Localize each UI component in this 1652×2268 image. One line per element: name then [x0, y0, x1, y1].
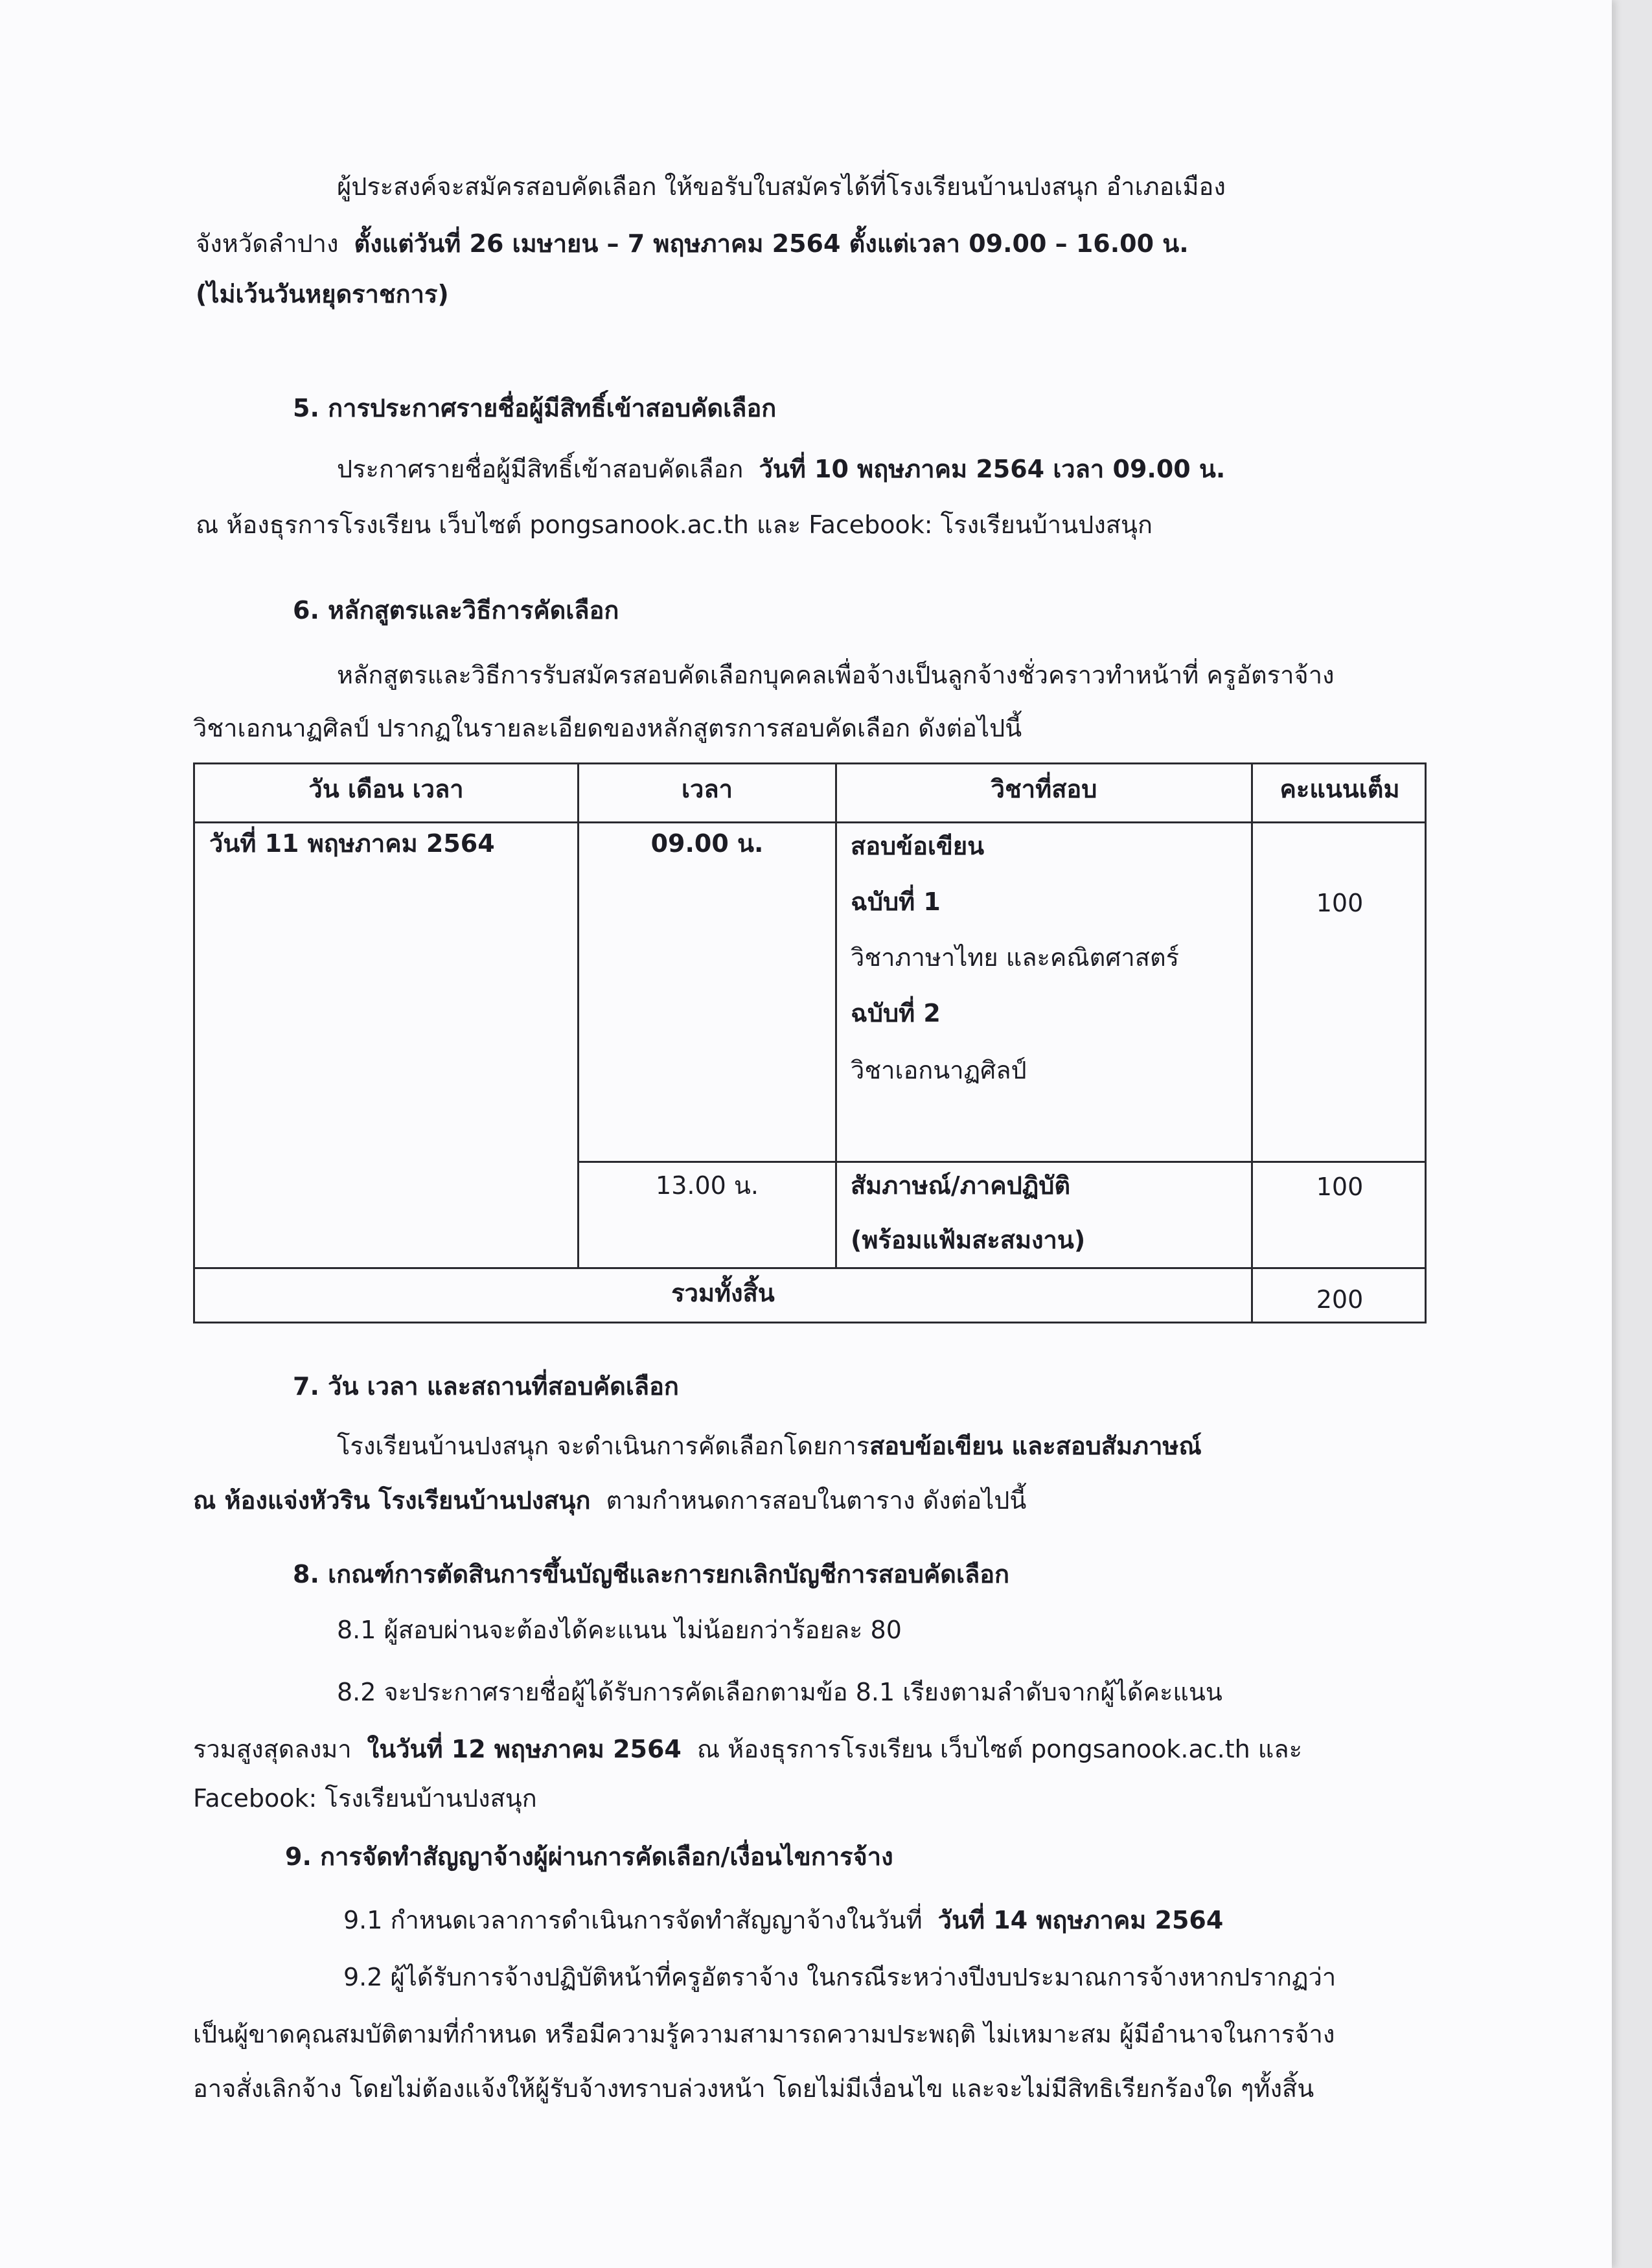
section-6-heading: 6. หลักสูตรและวิธีการคัดเลือก [293, 596, 619, 624]
table-divider [195, 821, 1427, 823]
apply-line-2-plain: จังหวัดลำปาง [196, 229, 339, 258]
section-7-line-2-plain: ตามกำหนดการสอบในตาราง ดังต่อไปนี้ [606, 1486, 1027, 1515]
table-divider [577, 1161, 1427, 1163]
section-7-heading: 7. วัน เวลา และสถานที่สอบคัดเลือก [293, 1372, 679, 1401]
section-5-line-1-plain: ประกาศรายชื่อผู้มีสิทธิ์เข้าสอบคัดเลือก [337, 455, 744, 483]
section-8-item-2-line-3: Facebook: โรงเรียนบ้านปงสนุก [193, 1784, 537, 1813]
section-9-contract-date: วันที่ 14 พฤษภาคม 2564 [937, 1906, 1224, 1934]
apply-line-2 [196, 227, 1189, 260]
row1-subject-title: สอบข้อเขียน [851, 832, 985, 860]
apply-period: ตั้งแต่วันที่ 26 เมษายน – 7 พฤษภาคม 2564 ตั้งแต่เวลา 09.00 – 16.00 น. [354, 229, 1189, 258]
header-full-score: คะแนนเต็ม [1279, 775, 1400, 803]
exam-schedule-table [193, 762, 1427, 1323]
table-divider [195, 1267, 1427, 1269]
row2-subject-note: (พร้อมแฟ้มสะสมงาน) [851, 1226, 1086, 1254]
section-6-line-1: หลักสูตรและวิธีการรับสมัครสอบคัดเลือกบุคคลเพื่อจ้างเป็นลูกจ้างชั่วคราวทำหน้าที่ ครูอัตราจ้าง [337, 661, 1335, 689]
section-7-line-1-plain: โรงเรียนบ้านปงสนุก จะดำเนินการคัดเลือกโดยการ [337, 1432, 870, 1460]
row1-score: 100 [1316, 889, 1364, 917]
total-label: รวมทั้งสิ้น [671, 1279, 775, 1307]
row1-paper-2-subject: วิชาเอกนาฏศิลป์ [851, 1056, 1027, 1084]
row2-score: 100 [1316, 1173, 1364, 1201]
row1-time: 09.00 น. [650, 829, 764, 858]
row2-time: 13.00 น. [656, 1171, 759, 1200]
section-7-exam-method: สอบข้อเขียน และสอบสัมภาษณ์ [869, 1432, 1202, 1460]
section-5-announce-date: วันที่ 10 พฤษภาคม 2564 เวลา 09.00 น. [759, 455, 1226, 483]
section-9-item-2-line-1: 9.2 ผู้ได้รับการจ้างปฏิบัติหน้าที่ครูอัตราจ้าง ในกรณีระหว่างปีงบประมาณการจ้างหากปรากฏว่า [343, 1963, 1337, 1991]
row1-paper-1-subject: วิชาภาษาไทย และคณิตศาสตร์ [851, 943, 1180, 972]
section-8-line-2-rest: ณ ห้องธุรการโรงเรียน เว็บไซต์ pongsanook.ac.th และ [696, 1735, 1302, 1763]
row2-subject-title: สัมภาษณ์/ภาคปฏิบัติ [851, 1171, 1071, 1200]
header-time: เวลา [682, 775, 733, 803]
table-divider [835, 764, 837, 1268]
apply-line-3: (ไม่เว้นวันหยุดราชการ) [196, 280, 449, 308]
section-8-heading: 8. เกณฑ์การตัดสินการขึ้นบัญชีและการยกเลิกบัญชีการสอบคัดเลือก [293, 1560, 1010, 1588]
header-date-time: วัน เดือน เวลา [308, 775, 464, 803]
section-9-heading: 9. การจัดทำสัญญาจ้างผู้ผ่านการคัดเลือก/เงื่อนไขการจ้าง [285, 1842, 893, 1871]
row1-paper-1: ฉบับที่ 1 [851, 888, 941, 916]
section-9-item-1-plain: 9.1 กำหนดเวลาการดำเนินการจัดทำสัญญาจ้างในวันที่ [343, 1906, 923, 1934]
section-8-result-date: ในวันที่ 12 พฤษภาคม 2564 [367, 1735, 682, 1763]
section-7-venue: ณ ห้องแจ่งหัวริน โรงเรียนบ้านปงสนุก [193, 1486, 591, 1515]
section-8-item-1: 8.1 ผู้สอบผ่านจะต้องได้คะแนน ไม่น้อยกว่าร้อยละ 80 [337, 1616, 902, 1644]
section-7-line-2 [193, 1483, 1026, 1517]
section-8-item-2-line-1: 8.2 จะประกาศรายชื่อผู้ได้รับการคัดเลือกตามข้อ 8.1 เรียงตามลำดับจากผู้ได้คะแนน [337, 1678, 1222, 1706]
section-9-item-1 [343, 1903, 1223, 1937]
apply-line-1: ผู้ประสงค์จะสมัครสอบคัดเลือก ให้ขอรับใบสมัครได้ที่โรงเรียนบ้านปงสนุก อำเภอเมือง [337, 172, 1226, 201]
exam-date: วันที่ 11 พฤษภาคม 2564 [209, 829, 495, 858]
section-6-line-2: วิชาเอกนาฏศิลป์ ปรากฏในรายละเอียดของหลักสูตรการสอบคัดเลือก ดังต่อไปนี้ [193, 714, 1022, 742]
header-subject: วิชาที่สอบ [991, 775, 1097, 803]
section-9-item-2-line-2: เป็นผู้ขาดคุณสมบัติตามที่กำหนด หรือมีความรู้ความสามารถความประพฤติ ไม่เหมาะสม ผู้มีอำนาจในการจ้าง [193, 2020, 1335, 2048]
section-8-item-2-line-2 [193, 1732, 1302, 1766]
table-divider [1251, 764, 1253, 1323]
section-8-line-2-plain: รวมสูงสุดลงมา [193, 1735, 352, 1763]
section-5-heading: 5. การประกาศรายชื่อผู้มีสิทธิ์เข้าสอบคัดเลือก [293, 394, 777, 422]
section-5-line-2: ณ ห้องธุรการโรงเรียน เว็บไซต์ pongsanook.ac.th และ Facebook: โรงเรียนบ้านปงสนุก [196, 510, 1153, 539]
total-score: 200 [1316, 1285, 1364, 1314]
section-7-line-1 [337, 1429, 1202, 1463]
row1-paper-2: ฉบับที่ 2 [851, 999, 941, 1027]
section-9-item-2-line-3: อาจสั่งเลิกจ้าง โดยไม่ต้องแจ้งให้ผู้รับจ้างทราบล่วงหน้า โดยไม่มีเงื่อนไข และจะไม่มีสิทธิเรียกร้องใด ๆทั้งสิ้น [193, 2074, 1314, 2103]
section-5-line-1 [337, 452, 1225, 486]
